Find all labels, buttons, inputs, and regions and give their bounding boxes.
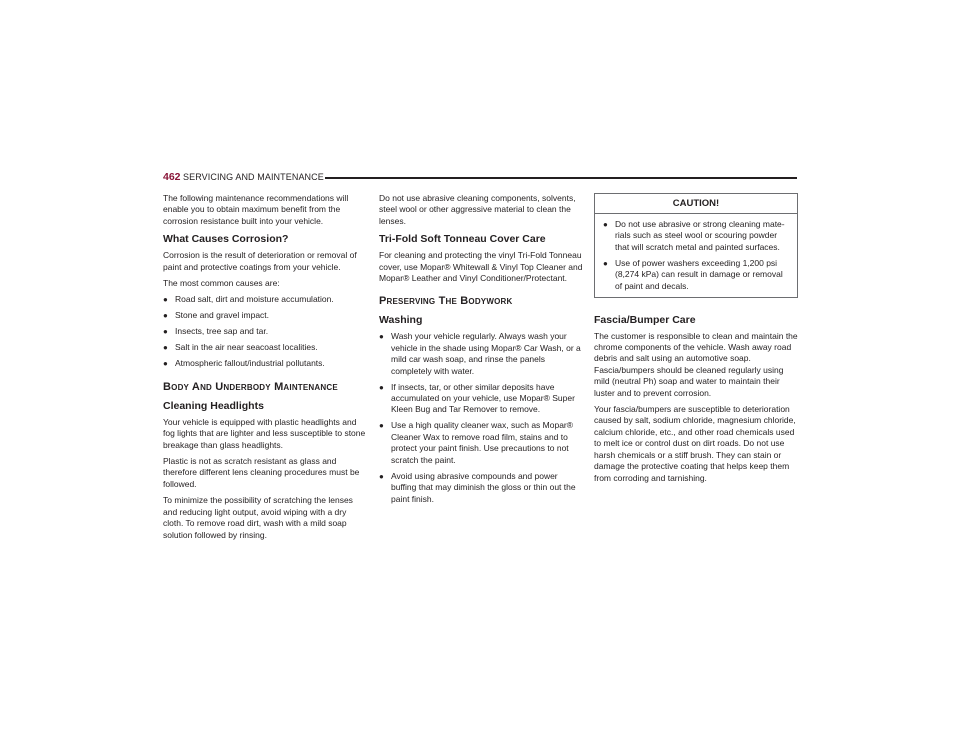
bullet-icon: ● [163, 359, 168, 369]
washing-heading: Washing [379, 314, 423, 327]
bullet-icon: ● [379, 332, 384, 342]
tonneau-paragraph: For cleaning and protecting the vinyl Tri-Fold Tonneau cover, use Mopar® Whitewall & Vinyl Top Cleaner and Mopar® Leather and Vinyl Conditioner/Protectant. [379, 250, 583, 284]
list-item: ● Do not use abrasive or strong cleaning mate-rials such as steel wool or scouring powder that will scratch metal and painted surfaces. [603, 219, 785, 252]
causes-paragraph: Corrosion is the result of deterioration or removal of paint and protective coatings from your vehicle. [163, 250, 357, 272]
section-title: SERVICING AND MAINTENANCE [183, 171, 324, 182]
fascia-paragraph-2: Your fascia/bumpers are susceptible to deterioration caused by salt, sodium chloride, magnesium chloride, calcium chloride, etc., and other road chemicals used to melt ice or control dust on dirt roads. Do not use harsh chemicals or a stiff brush. They can stain or damage the protective coating that helps keep them from corroding and tarnishing. [594, 404, 796, 483]
list-item: ● Road salt, dirt and moisture accumulation. [163, 294, 334, 305]
causes-heading: What Causes Corrosion? [163, 233, 289, 246]
caution-list [603, 219, 791, 292]
list-item: ● Salt in the air near seacoast localities. [163, 342, 318, 353]
headlights-paragraph-2: Plastic is not as scratch resistant as glass and therefore different lens cleaning procedures must be followed. [163, 456, 360, 489]
caution-title: CAUTION! [595, 194, 797, 214]
column-right [594, 193, 798, 489]
bullet-icon: ● [163, 295, 168, 305]
fascia-heading: Fascia/Bumper Care [594, 313, 696, 326]
headlights-heading: Cleaning Headlights [163, 399, 264, 412]
bullet-icon: ● [379, 382, 384, 392]
list-item: ● Wash your vehicle regularly. Always wash your vehicle in the shade using Mopar® Car Wash, or a mild car wash soap, and rinse the panels completely with water. [379, 331, 581, 376]
common-causes-label: The most common causes are: [163, 278, 280, 289]
bullet-icon: ● [603, 220, 608, 229]
body-maintenance-heading: Body And Underbody Maintenance [163, 380, 338, 393]
washing-list [379, 331, 584, 504]
caution-box [594, 193, 798, 298]
intro-paragraph: The following maintenance recommendations will enable you to obtain maximum benefit from the corrosion resistance built into your vehicle. [163, 193, 349, 226]
list-item: ● Insects, tree sap and tar. [163, 326, 269, 337]
abrasive-paragraph: Do not use abrasive cleaning components, solvents, steel wool or other aggressive material to clean the lenses. [379, 193, 576, 226]
bullet-icon: ● [379, 471, 384, 481]
page-number: 462 [163, 171, 181, 183]
causes-list [163, 294, 368, 369]
bullet-icon: ● [603, 258, 608, 268]
column-middle [379, 193, 584, 510]
list-item: ● Stone and gravel impact. [163, 310, 270, 321]
page-header [163, 171, 797, 185]
tonneau-heading: Tri-Fold Soft Tonneau Cover Care [379, 233, 546, 246]
list-item: ● Avoid using abrasive compounds and power buffing that may diminish the gloss or thin out the paint finish. [379, 470, 576, 504]
bullet-icon: ● [163, 327, 168, 337]
headlights-paragraph-1: Your vehicle is equipped with plastic headlights and fog lights that are lighter and less susceptible to stone breakage than glass headlights. [163, 416, 366, 450]
bullet-icon: ● [163, 311, 168, 321]
fascia-paragraph-1: The customer is responsible to clean and maintain the chrome components of the vehicle. Wash away road debris and salt using an automotive soap. Fascia/bumpers should be cleaned regularly using mild (neutral Ph) soap and water to maintain their luster and to prevent corrosion. [594, 330, 798, 398]
list-item: ● Use of power washers exceeding 1,200 psi (8,274 kPa) can result in damage or removal of paint and decals. [603, 257, 783, 291]
headlights-paragraph-3: To minimize the possibility of scratching the lenses and reducing light output, avoid wiping with a dry cloth. To remove road dirt, wash with a mild soap solution followed by rinsing. [163, 495, 353, 540]
list-item: ● Atmospheric fallout/industrial pollutants. [163, 358, 325, 369]
header-rule [325, 177, 797, 179]
column-left [163, 193, 368, 546]
list-item: ● Use a high quality cleaner wax, such as Mopar® Cleaner Wax to remove road film, stains and to protect your paint finish. Use precautions to not scratch the paint. [379, 420, 574, 465]
list-item: ● If insects, tar, or other similar deposits have accumulated on your vehicle, use Mopar® Super Kleen Bug and Tar Remover to remove. [379, 381, 575, 415]
bullet-icon: ● [379, 421, 384, 431]
preserving-heading: Preserving The Bodywork [379, 295, 513, 308]
bullet-icon: ● [163, 343, 168, 353]
